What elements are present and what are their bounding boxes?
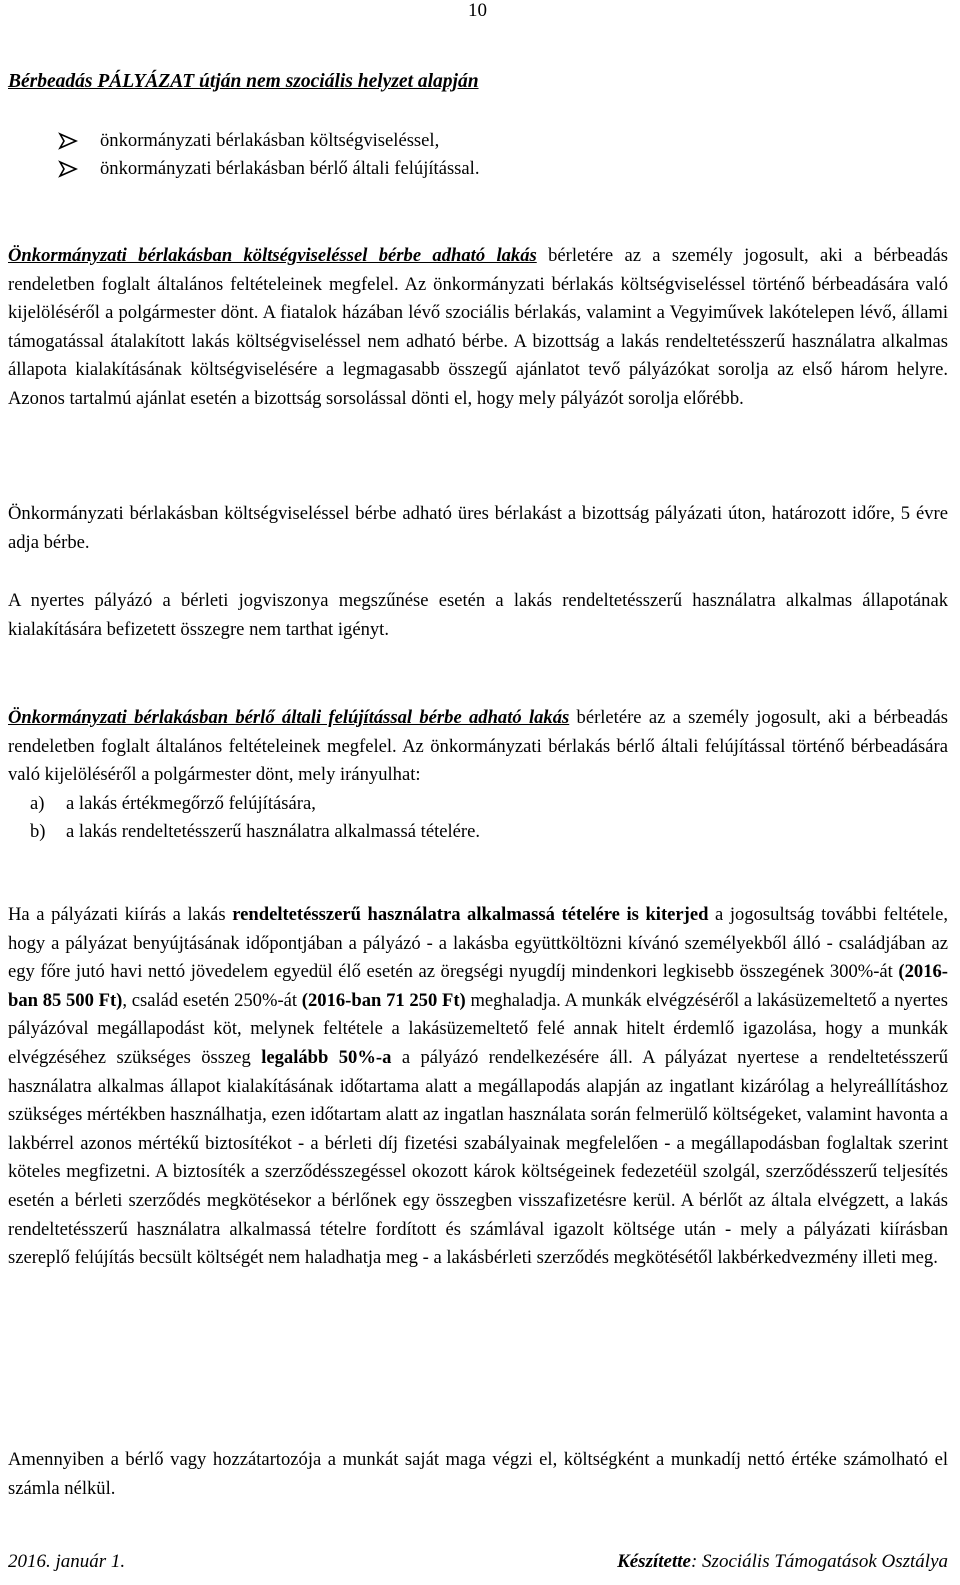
bold-text: (2016-ban 71 250 Ft) — [301, 989, 466, 1011]
list-item-label: b) — [30, 821, 46, 843]
paragraph-fixed-term: Önkormányzati bérlakásban költségviseléssel bérbe adható üres bérlakást a bizottság pályázati úton, határozott időre, 5 évre adja bérbe. — [8, 503, 948, 553]
paragraph-text: Ha a pályázati kiírás a lakás — [8, 904, 233, 925]
paragraph-text: a jogosultság további feltétele, hogy a pályázat benyújtásának időpontjában a pályázó - a lakásba együttköltözni kívánó személyekből álló - családjában az egy főre jutó havi nettó jövedelem egyedül élő esetén az öregségi nyugdíj mindenkori legkisebb összegének 300%-át — [8, 904, 948, 983]
paragraph-text: A fiatalok házában lévő szociális bérlakás, valamint a Vegyiművek lakótelepen lévő, állami támogatással átalakított lakás költségviseléssel nem adható bérbe. A bizottság a lakás rendeltetésszerű használatra alkalmas állapota kialakításának költségviselésére a legmagasabb összegű ajánlatot tevő pályázókat sorolja az első három helyre. Azonos tartalmú ajánlat esetén a bizottság sorsolással dönti el, hogy mely pályázót sorolja előrébb. — [8, 302, 949, 409]
list-item — [30, 818, 948, 847]
paragraph-conditions — [8, 901, 948, 1273]
bold-text: (2016-ban 85 500 Ft) — [8, 961, 948, 1011]
paragraph-cost-bearing — [8, 242, 948, 414]
list-item-label: a) — [30, 792, 45, 814]
paragraph-own-work: Amennyiben a bérlő vagy hozzátartozója a munkát saját maga végzi el, költségként a munkadíj nettó értéke számolható el számla nélkül. — [8, 1449, 948, 1499]
arrow-bullet-icon — [58, 159, 78, 179]
footer-prepared-label: Készítette — [617, 1551, 691, 1572]
paragraph-no-refund: A nyertes pályázó a bérleti jogviszonya megszűnése esetén a lakás rendeltetésszerű használatra alkalmas állapotának kialakítására befizetett összegre nem tarthat igényt. — [8, 590, 948, 640]
paragraph-lead: Önkormányzati bérlakásban bérlő általi felújítással bérbe adható lakás — [8, 707, 570, 728]
lettered-list — [8, 790, 948, 847]
paragraph-text: bérletére az a személy jogosult, aki a bérbeadás rendeletben foglalt általános feltételeinek megfelel. Az önkormányzati bérlakás bérlő általi felújítással történő bérbeadására való kijelöléséről a polgármester dönt, mely irányulhat: — [8, 707, 948, 786]
bullet-list — [58, 127, 479, 183]
footer-department: : Szociális Támogatások Osztálya — [690, 1551, 948, 1572]
bullet-item — [58, 155, 479, 183]
page-number: 10 — [468, 0, 487, 21]
paragraph-text: bérletére az a személy jogosult, aki a bérbeadás rendeletben foglalt általános feltételeinek megfelel. Az önkormányzati bérlakás költségviseléssel történő bérbeadására való kijelöléséről a polgármester dönt. — [8, 245, 948, 324]
list-item-text: a lakás értékmegőrző felújítására, — [66, 792, 316, 814]
bullet-text: önkormányzati bérlakásban költségviseléssel, — [100, 129, 440, 151]
paragraph-renovation — [8, 704, 948, 847]
paragraph-text: meghaladja. A munkák elvégzéséről a lakásüzemeltető a nyertes pályázóval megállapodást köt, melynek feltétele a lakásüzemeltető felé annak hitelt érdemlő igazolása, hogy a munkák elvégzéséhez szükséges összeg — [8, 989, 948, 1068]
bold-text: rendeltetésszerű használatra alkalmassá tételére is kiterjed — [232, 904, 709, 925]
bullet-text: önkormányzati bérlakásban bérlő általi felújítással. — [100, 157, 480, 179]
bold-text: legalább 50%-a — [261, 1046, 392, 1068]
section-title: Bérbeadás PÁLYÁZAT útján nem szociális helyzet alapján — [8, 71, 479, 92]
paragraph-lead: Önkormányzati bérlakásban költségviseléssel bérbe adható lakás — [8, 245, 537, 266]
footer-date: 2016. január 1. — [8, 1551, 126, 1572]
list-item — [30, 790, 948, 819]
paragraph-text: a pályázó rendelkezésére áll. A pályázat nyertese a rendeltetésszerű használatra alkalmas állapot kialakításának időtartama alatt a megállapodás alapján az ingatlant kizárólag a helyreállításhoz szükséges mértékben használhatja, ezen időtartam alatt az ingatlan használata során felmerülő költségeket, valamint havonta a lakbérrel azonos mértékű biztosítékot - a bérleti díj fizetési szabályainak megfelelően - a megállapodásban foglaltak szerint köteles megfizetni. A biztosíték a szerződésszegéssel okozott károk költségeinek fedezetéül szolgál, szerződésszerű teljesítés esetén a bérleti szerződés megkötésekor a bérlőnek egy összegben visszafizetésre kerül. A bérlőt az általa elvégzett, a lakás rendeltetésszerű használatra alkalmassá tételre fordított és számlával igazolt költsége után - mely a pályázati kiírásban szereplő felújítás becsült költségét nem haladhatja meg - a lakásbérleti szerződés megkötésétől lakbérkedvezmény illeti meg. — [8, 1046, 949, 1269]
paragraph-text: , család esetén 250%-át — [122, 989, 302, 1011]
arrow-bullet-icon — [58, 131, 78, 151]
bullet-item — [58, 127, 479, 155]
footer-prepared-by — [617, 1548, 948, 1576]
list-item-text: a lakás rendeltetésszerű használatra alkalmassá tételére. — [66, 821, 481, 843]
